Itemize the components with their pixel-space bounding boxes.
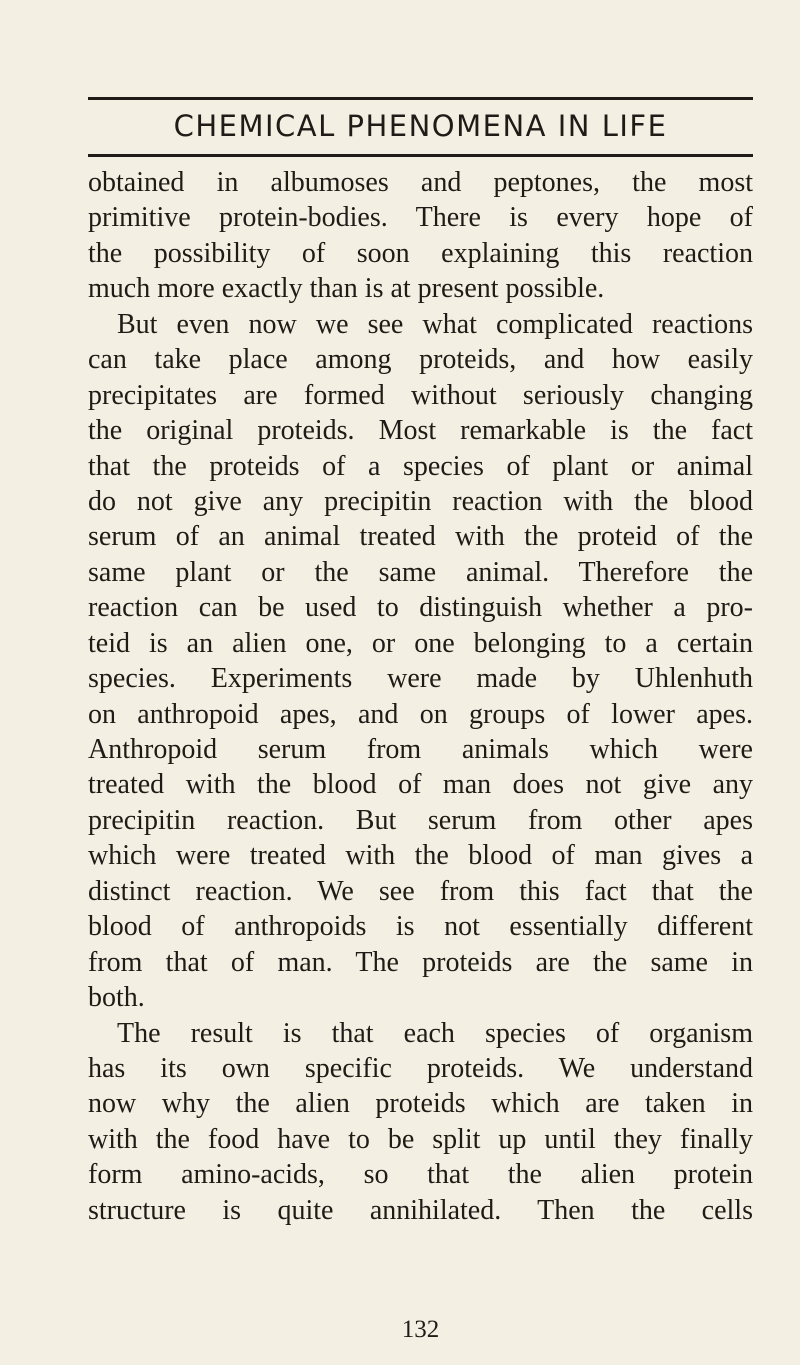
text-line: obtained in albumoses and peptones, the most [88,167,753,198]
text-line: that the proteids of a species of plant or animal [88,450,753,482]
text-line: now why the alien proteids which are taken in [88,1088,753,1120]
text-line: precipitin reaction. But serum from other apes [88,804,753,836]
text-line: reaction can be used to distinguish whether a pro- [88,592,753,624]
page-number: 132 [401,1316,440,1343]
text-line: do not give any precipitin reaction with the blood [88,485,753,517]
text-line: serum of an animal treated with the proteid of the [88,521,753,553]
text-line: The result is that each species of organism [117,1017,753,1049]
body-text [88,165,753,1228]
text-line: both. [88,982,145,1014]
text-line: can take place among proteids, and how easily [88,344,753,376]
text-line: the original proteids. Most remarkable is the fact [88,415,753,447]
text-line: with the food have to be split up until they finally [88,1123,753,1155]
text-line: form amino-acids, so that the alien protein [88,1159,753,1191]
text-line: precipitates are formed without seriously changing [88,379,753,411]
text-line: the possibility of soon explaining this reaction [88,237,753,269]
running-head: CHEMICAL PHENOMENA IN LIFE [173,109,668,143]
text-line: Anthropoid serum from animals which were [88,734,753,765]
text-line: primitive protein-bodies. There is every hope of [88,202,753,234]
text-line: from that of man. The proteids are the same in [88,946,753,978]
text-line: has its own specific proteids. We understand [88,1052,753,1084]
text-line: structure is quite annihilated. Then the cells [88,1194,753,1226]
text-line: blood of anthropoids is not essentially different [88,911,753,943]
text-line: teid is an alien one, or one belonging to a certain [88,627,753,659]
text-line: species. Experiments were made by Uhlenhuth [88,663,753,695]
text-line: treated with the blood of man does not give any [88,769,753,801]
text-line: distinct reaction. We see from this fact that the [88,875,753,907]
header-rule-bottom [88,154,753,157]
header-rule-top [88,97,753,100]
text-line: much more exactly than is at present possible. [88,273,605,305]
text-line: on anthropoid apes, and on groups of lower apes. [88,698,753,730]
text-line: which were treated with the blood of man gives a [88,840,753,872]
text-line: But even now we see what complicated reactions [117,308,753,340]
text-line: same plant or the same animal. Therefore the [88,556,753,588]
